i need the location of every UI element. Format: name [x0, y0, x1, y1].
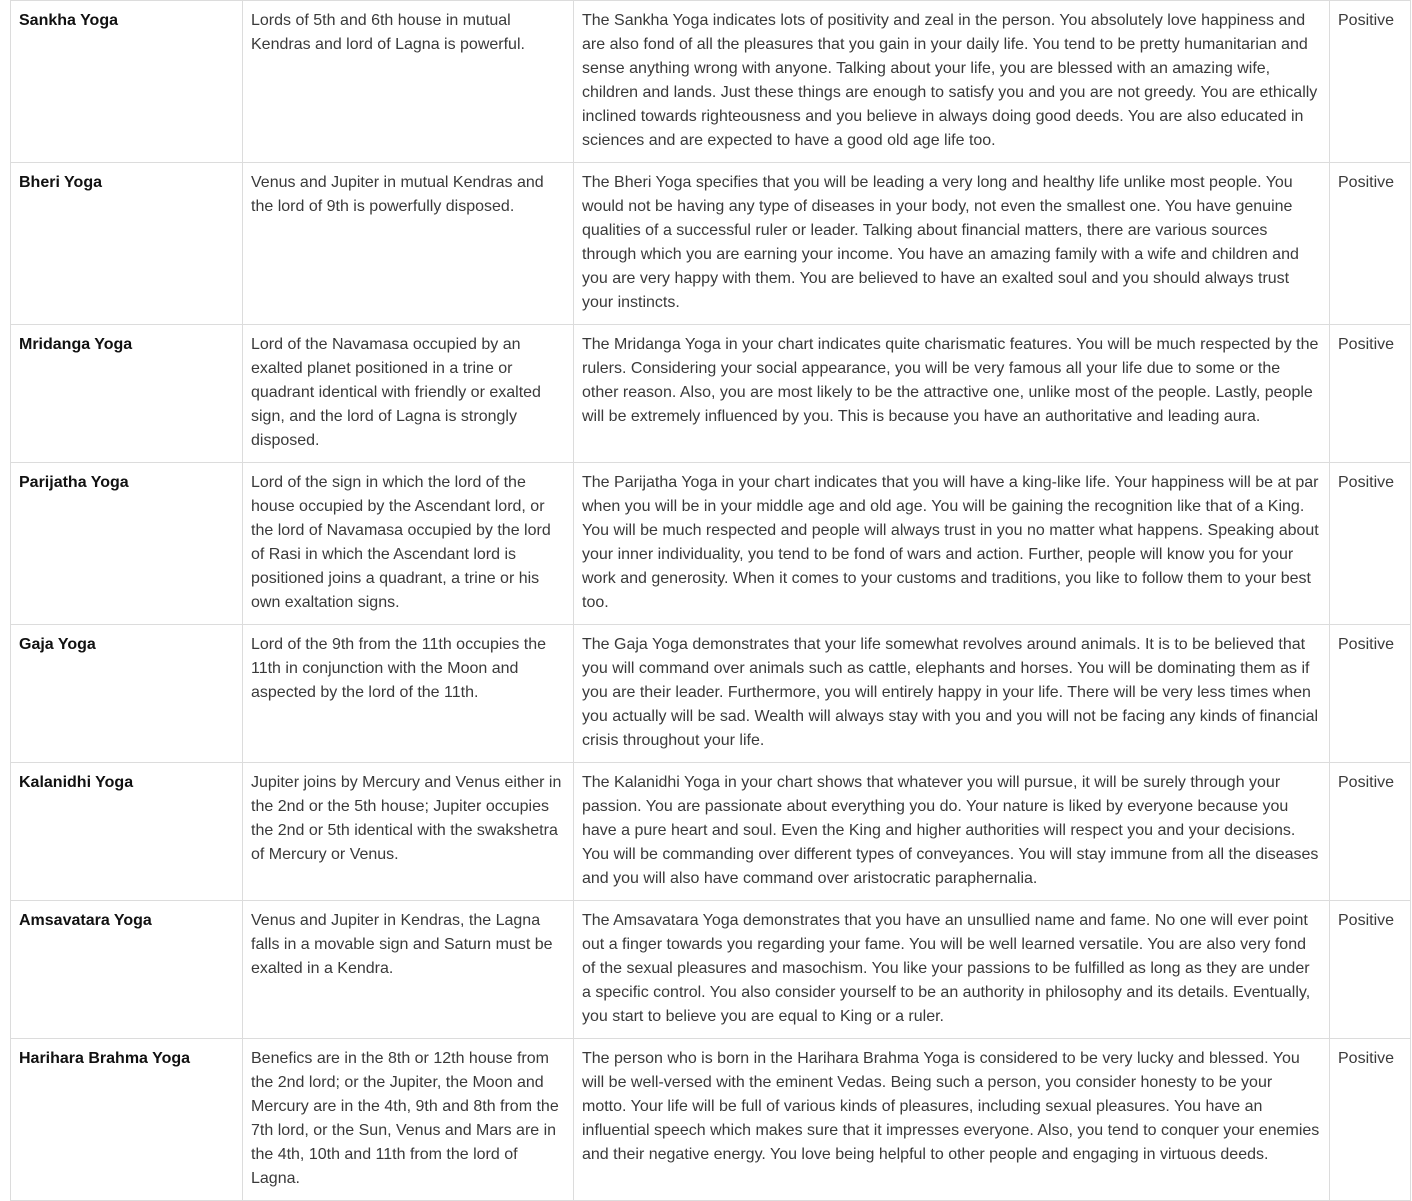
yoga-effect: Positive: [1330, 163, 1411, 325]
yoga-effect: Positive: [1330, 325, 1411, 463]
table-row: [11, 763, 1411, 901]
yoga-description: The Amsavatara Yoga demonstrates that you have an unsullied name and fame. No one will ever point out a finger towards you regarding your fame. You will be well learned versatile. You are also very fond of the sexual pleasures and masochism. You like your passions to be fulfilled as long as they are under a specific control. You also consider yourself to be an authority in philosophy and its details. Eventually, you start to believe you are equal to King or a ruler.: [574, 901, 1330, 1039]
yoga-condition: Lord of the Navamasa occupied by an exalted planet positioned in a trine or quadrant identical with friendly or exalted sign, and the lord of Lagna is strongly disposed.: [243, 325, 574, 463]
yoga-condition: Jupiter joins by Mercury and Venus either in the 2nd or the 5th house; Jupiter occupies the 2nd or 5th identical with the swakshetra of Mercury or Venus.: [243, 763, 574, 901]
table-row: [11, 625, 1411, 763]
yoga-name: Harihara Brahma Yoga: [11, 1039, 243, 1201]
yoga-name: Bheri Yoga: [11, 163, 243, 325]
yoga-effect: Positive: [1330, 763, 1411, 901]
yoga-name: Amsavatara Yoga: [11, 901, 243, 1039]
yoga-description: The Sankha Yoga indicates lots of positivity and zeal in the person. You absolutely love happiness and are also fond of all the pleasures that you gain in your daily life. You tend to be pretty humanitarian and sense anything wrong with anyone. Talking about your life, you are blessed with an amazing wife, children and lands. Just these things are enough to satisfy you and you are not greedy. You are ethically inclined towards righteousness and you believe in always doing good deeds. You are also educated in sciences and are expected to have a good old age life too.: [574, 1, 1330, 163]
yoga-table: [10, 0, 1411, 1201]
yoga-name: Mridanga Yoga: [11, 325, 243, 463]
yoga-description: The Mridanga Yoga in your chart indicates quite charismatic features. You will be much respected by the rulers. Considering your social appearance, you will be very famous all your life due to some or the other reason. Also, you are most likely to be the attractive one, unlike most of the people. Lastly, people will be extremely influenced by you. This is because you have an authoritative and leading aura.: [574, 325, 1330, 463]
yoga-effect: Positive: [1330, 1039, 1411, 1201]
table-row: [11, 163, 1411, 325]
table-row: [11, 1, 1411, 163]
yoga-name: Sankha Yoga: [11, 1, 243, 163]
yoga-condition: Lords of 5th and 6th house in mutual Kendras and lord of Lagna is powerful.: [243, 1, 574, 163]
table-row: [11, 325, 1411, 463]
table-row: [11, 1039, 1411, 1201]
yoga-condition: Venus and Jupiter in Kendras, the Lagna falls in a movable sign and Saturn must be exalted in a Kendra.: [243, 901, 574, 1039]
yoga-description: The Kalanidhi Yoga in your chart shows that whatever you will pursue, it will be surely through your passion. You are passionate about everything you do. Your nature is liked by everyone because you have a pure heart and soul. Even the King and higher authorities will respect you and your decisions. You will be commanding over different types of conveyances. You will stay immune from all the diseases and you will also have command over aristocratic paraphernalia.: [574, 763, 1330, 901]
yoga-name: Kalanidhi Yoga: [11, 763, 243, 901]
yoga-effect: Positive: [1330, 1, 1411, 163]
table-row: [11, 901, 1411, 1039]
yoga-name: Parijatha Yoga: [11, 463, 243, 625]
yoga-effect: Positive: [1330, 901, 1411, 1039]
yoga-condition: Benefics are in the 8th or 12th house from the 2nd lord; or the Jupiter, the Moon and Mercury are in the 4th, 9th and 8th from the 7th lord, or the Sun, Venus and Mars are in the 4th, 10th and 11th from the lord of Lagna.: [243, 1039, 574, 1201]
yoga-description: The Bheri Yoga specifies that you will be leading a very long and healthy life unlike most people. You would not be having any type of diseases in your body, not even the smallest one. You have genuine qualities of a successful ruler or leader. Talking about financial matters, there are various sources through which you are earning your income. You have an amazing family with a wife and children and you are very happy with them. You are believed to have an exalted soul and you should always trust your instincts.: [574, 163, 1330, 325]
yoga-condition: Venus and Jupiter in mutual Kendras and the lord of 9th is powerfully disposed.: [243, 163, 574, 325]
yoga-condition: Lord of the 9th from the 11th occupies the 11th in conjunction with the Moon and aspected by the lord of the 11th.: [243, 625, 574, 763]
yoga-table-container: [10, 0, 1410, 1201]
yoga-description: The Parijatha Yoga in your chart indicates that you will have a king-like life. Your happiness will be at par when you will be in your middle age and old age. You will be gaining the recognition like that of a King. You will be much respected and people will always trust in you no matter what happens. Speaking about your inner individuality, you tend to be fond of wars and action. Further, people will know you for your work and generosity. When it comes to your customs and traditions, you like to follow them to your best too.: [574, 463, 1330, 625]
yoga-description: The person who is born in the Harihara Brahma Yoga is considered to be very lucky and blessed. You will be well-versed with the eminent Vedas. Being such a person, you consider honesty to be your motto. Your life will be full of various kinds of pleasures, including sexual pleasures. You have an influential speech which makes sure that it impresses everyone. Also, you tend to conquer your enemies and their negative energy. You love being helpful to other people and engaging in virtuous deeds.: [574, 1039, 1330, 1201]
table-row: [11, 463, 1411, 625]
yoga-condition: Lord of the sign in which the lord of the house occupied by the Ascendant lord, or the lord of Navamasa occupied by the lord of Rasi in which the Ascendant lord is positioned joins a quadrant, a trine or his own exaltation signs.: [243, 463, 574, 625]
yoga-effect: Positive: [1330, 625, 1411, 763]
yoga-description: The Gaja Yoga demonstrates that your life somewhat revolves around animals. It is to be believed that you will command over animals such as cattle, elephants and horses. You will be dominating them as if you are their leader. Furthermore, you will entirely happy in your life. There will be very less times when you actually will be sad. Wealth will always stay with you and you will not be facing any kinds of financial crisis throughout your life.: [574, 625, 1330, 763]
yoga-name: Gaja Yoga: [11, 625, 243, 763]
yoga-effect: Positive: [1330, 463, 1411, 625]
